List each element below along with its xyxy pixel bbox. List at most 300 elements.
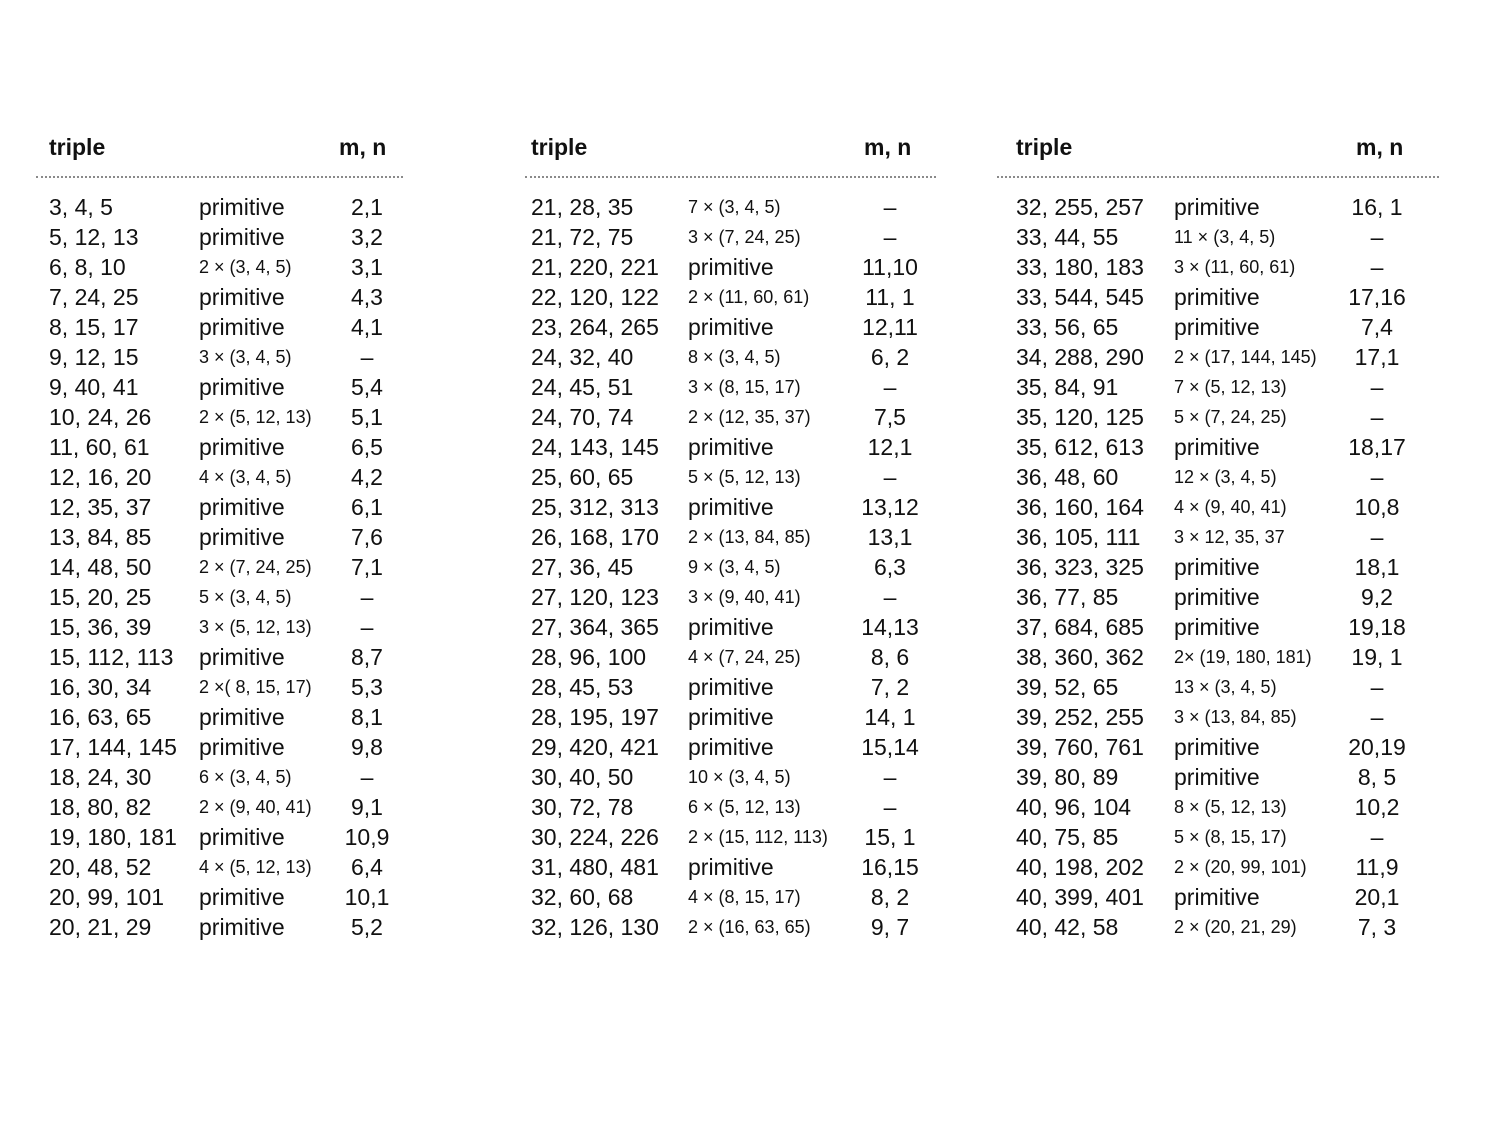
- table-row: [36, 372, 403, 402]
- triple-value: 18, 24, 30: [49, 764, 152, 790]
- mn-value: 9,1: [351, 794, 383, 820]
- triple-kind: 12 × (3, 4, 5): [1174, 467, 1277, 487]
- mn-value: 7,1: [351, 554, 383, 580]
- triple-kind: primitive: [1174, 194, 1260, 220]
- triples-column-2: [525, 128, 936, 942]
- triple-value: 12, 35, 37: [49, 494, 152, 520]
- mn-value: –: [883, 374, 897, 400]
- triple-value: 37, 684, 685: [1016, 614, 1144, 640]
- triple-kind: primitive: [1174, 734, 1260, 760]
- triple-value: 16, 30, 34: [49, 674, 152, 700]
- triple-kind: 5 × (3, 4, 5): [199, 587, 292, 607]
- triple-kind: 5 × (7, 24, 25): [1174, 407, 1287, 427]
- triple-value: 21, 220, 221: [531, 254, 659, 280]
- table-row: [997, 582, 1439, 612]
- mn-value: 18,17: [1348, 434, 1406, 460]
- mn-value: 3,1: [351, 254, 383, 280]
- column-header: [997, 128, 1439, 176]
- table-row: [36, 192, 403, 222]
- table-row: [997, 792, 1439, 822]
- mn-value: 15,14: [861, 734, 919, 760]
- triple-value: 20, 99, 101: [49, 884, 165, 910]
- mn-value: –: [883, 464, 897, 490]
- triple-value: 38, 360, 362: [1016, 644, 1144, 670]
- mn-value: 6,4: [351, 854, 383, 880]
- triple-value: 30, 72, 78: [531, 794, 634, 820]
- table-row: [36, 672, 403, 702]
- triple-kind: primitive: [1174, 314, 1260, 340]
- table-row: [525, 522, 936, 552]
- table-row: [525, 222, 936, 252]
- table-row: [997, 252, 1439, 282]
- dotted-divider: [36, 176, 403, 178]
- mn-value: 7, 3: [1357, 914, 1397, 940]
- triple-kind: primitive: [1174, 764, 1260, 790]
- table-row: [525, 702, 936, 732]
- table-row: [525, 732, 936, 762]
- mn-value: 13,12: [861, 494, 919, 520]
- triple-kind: primitive: [199, 734, 285, 760]
- table-row: [525, 342, 936, 372]
- mn-value: –: [360, 344, 374, 370]
- triple-kind: primitive: [688, 674, 774, 700]
- table-row: [997, 462, 1439, 492]
- table-row: [525, 492, 936, 522]
- mn-value: 20,19: [1348, 734, 1406, 760]
- triples-column-1: [36, 128, 403, 942]
- table-row: [997, 402, 1439, 432]
- mn-value: –: [883, 194, 897, 220]
- mn-value: 8, 6: [870, 644, 910, 670]
- triple-kind: primitive: [199, 914, 285, 940]
- triple-value: 9, 12, 15: [49, 344, 139, 370]
- header-mn: m, n: [339, 134, 387, 160]
- mn-value: 13,1: [867, 524, 913, 550]
- mn-value: 16,15: [861, 854, 919, 880]
- table-row: [525, 612, 936, 642]
- table-row: [36, 642, 403, 672]
- triple-value: 39, 52, 65: [1016, 674, 1119, 700]
- triple-kind: primitive: [1174, 554, 1260, 580]
- table-row: [36, 882, 403, 912]
- table-row: [997, 732, 1439, 762]
- mn-value: –: [883, 764, 897, 790]
- triple-kind: 9 × (3, 4, 5): [688, 557, 781, 577]
- table-row: [36, 582, 403, 612]
- table-row: [997, 552, 1439, 582]
- mn-value: 20,1: [1354, 884, 1400, 910]
- triple-kind: primitive: [1174, 614, 1260, 640]
- triple-kind: primitive: [688, 614, 774, 640]
- triple-kind: primitive: [199, 884, 285, 910]
- triple-value: 40, 399, 401: [1016, 884, 1144, 910]
- triple-value: 28, 45, 53: [531, 674, 634, 700]
- triple-value: 9, 40, 41: [49, 374, 139, 400]
- mn-value: 17,1: [1354, 344, 1400, 370]
- table-row: [36, 312, 403, 342]
- triple-value: 24, 32, 40: [531, 344, 634, 370]
- mn-value: 15, 1: [864, 824, 916, 850]
- triple-value: 33, 180, 183: [1016, 254, 1144, 280]
- mn-value: –: [883, 794, 897, 820]
- mn-value: –: [1370, 254, 1384, 280]
- table-row: [997, 522, 1439, 552]
- triple-kind: 2 × (7, 24, 25): [199, 557, 312, 577]
- triple-value: 34, 288, 290: [1016, 344, 1144, 370]
- triple-kind: primitive: [199, 824, 285, 850]
- triple-kind: 3 × (8, 15, 17): [688, 377, 801, 397]
- triple-value: 24, 45, 51: [531, 374, 634, 400]
- dotted-divider: [997, 176, 1439, 178]
- mn-value: 16, 1: [1351, 194, 1403, 220]
- triple-kind: 4 × (7, 24, 25): [688, 647, 801, 667]
- triple-kind: primitive: [199, 524, 285, 550]
- mn-value: 5,2: [351, 914, 383, 940]
- mn-value: 8,1: [351, 704, 383, 730]
- mn-value: 4,3: [351, 284, 383, 310]
- table-row: [525, 642, 936, 672]
- table-row: [525, 672, 936, 702]
- triple-value: 21, 72, 75: [531, 224, 634, 250]
- triple-kind: 7 × (5, 12, 13): [1174, 377, 1287, 397]
- triple-value: 24, 70, 74: [531, 404, 634, 430]
- mn-value: 7,4: [1361, 314, 1393, 340]
- mn-value: –: [1370, 674, 1384, 700]
- table-row: [525, 552, 936, 582]
- table-row: [997, 642, 1439, 672]
- rows-list: [525, 192, 936, 942]
- triple-kind: 2 × (17, 144, 145): [1174, 347, 1317, 367]
- triple-value: 6, 8, 10: [49, 254, 126, 280]
- triple-value: 27, 36, 45: [531, 554, 634, 580]
- mn-value: –: [360, 614, 374, 640]
- table-row: [36, 282, 403, 312]
- table-row: [997, 822, 1439, 852]
- table-row: [997, 672, 1439, 702]
- triple-value: 26, 168, 170: [531, 524, 659, 550]
- triple-value: 33, 44, 55: [1016, 224, 1119, 250]
- table-row: [525, 912, 936, 942]
- table-row: [525, 762, 936, 792]
- triple-value: 28, 96, 100: [531, 644, 647, 670]
- table-row: [36, 252, 403, 282]
- table-row: [36, 612, 403, 642]
- column-header: [36, 128, 403, 176]
- table-row: [997, 282, 1439, 312]
- triple-value: 33, 56, 65: [1016, 314, 1119, 340]
- mn-value: 4,1: [351, 314, 383, 340]
- table-row: [997, 222, 1439, 252]
- mn-value: –: [1370, 704, 1384, 730]
- mn-value: 19, 1: [1351, 644, 1403, 670]
- table-row: [525, 402, 936, 432]
- triple-value: 22, 120, 122: [531, 284, 659, 310]
- mn-value: 6,5: [351, 434, 383, 460]
- mn-value: –: [1370, 824, 1384, 850]
- table-row: [525, 462, 936, 492]
- mn-value: –: [1370, 224, 1384, 250]
- triple-value: 15, 36, 39: [49, 614, 152, 640]
- triples-column-3: [997, 128, 1439, 942]
- triple-value: 21, 28, 35: [531, 194, 634, 220]
- triple-value: 36, 48, 60: [1016, 464, 1119, 490]
- triple-value: 10, 24, 26: [49, 404, 152, 430]
- triple-value: 27, 120, 123: [531, 584, 659, 610]
- table-row: [997, 702, 1439, 732]
- table-row: [997, 372, 1439, 402]
- triple-value: 5, 12, 13: [49, 224, 139, 250]
- mn-value: 14,13: [861, 614, 919, 640]
- triple-value: 39, 760, 761: [1016, 734, 1144, 760]
- triple-value: 16, 63, 65: [49, 704, 152, 730]
- triple-kind: 2 × (12, 35, 37): [688, 407, 811, 427]
- table-row: [997, 312, 1439, 342]
- table-row: [997, 342, 1439, 372]
- triple-value: 40, 96, 104: [1016, 794, 1132, 820]
- table-row: [36, 852, 403, 882]
- triple-value: 12, 16, 20: [49, 464, 152, 490]
- triple-value: 35, 84, 91: [1016, 374, 1119, 400]
- mn-value: 8, 2: [870, 884, 910, 910]
- triple-kind: primitive: [199, 434, 285, 460]
- table-row: [36, 432, 403, 462]
- mn-value: 12,1: [867, 434, 913, 460]
- mn-value: 17,16: [1348, 284, 1406, 310]
- rows-list: [997, 192, 1439, 942]
- table-row: [997, 912, 1439, 942]
- triple-kind: primitive: [199, 704, 285, 730]
- triple-value: 36, 323, 325: [1016, 554, 1144, 580]
- triple-kind: primitive: [688, 734, 774, 760]
- triple-value: 31, 480, 481: [531, 854, 659, 880]
- triple-value: 17, 144, 145: [49, 734, 177, 760]
- table-row: [36, 912, 403, 942]
- mn-value: –: [360, 764, 374, 790]
- triple-kind: primitive: [199, 374, 285, 400]
- triple-kind: 3 × 12, 35, 37: [1174, 527, 1285, 547]
- triple-value: 7, 24, 25: [49, 284, 139, 310]
- table-row: [997, 192, 1439, 222]
- triple-value: 25, 312, 313: [531, 494, 659, 520]
- triple-kind: 2 × (11, 60, 61): [688, 287, 810, 307]
- triple-value: 35, 120, 125: [1016, 404, 1144, 430]
- mn-value: 7,6: [351, 524, 383, 550]
- triple-value: 30, 40, 50: [531, 764, 634, 790]
- triple-kind: 7 × (3, 4, 5): [688, 197, 781, 217]
- mn-value: 9,8: [351, 734, 383, 760]
- mn-value: 5,1: [351, 404, 383, 430]
- triple-value: 24, 143, 145: [531, 434, 659, 460]
- table-row: [997, 612, 1439, 642]
- triple-value: 32, 255, 257: [1016, 194, 1144, 220]
- triple-kind: primitive: [688, 314, 774, 340]
- triple-kind: primitive: [199, 284, 285, 310]
- triple-kind: 2 × (15, 112, 113): [688, 827, 828, 847]
- triple-kind: 4 × (9, 40, 41): [1174, 497, 1287, 517]
- triple-kind: 3 × (5, 12, 13): [199, 617, 312, 637]
- mn-value: 6,1: [351, 494, 383, 520]
- triple-kind: primitive: [688, 494, 774, 520]
- table-row: [525, 822, 936, 852]
- triple-kind: 3 × (9, 40, 41): [688, 587, 801, 607]
- triple-value: 15, 20, 25: [49, 584, 152, 610]
- triple-value: 25, 60, 65: [531, 464, 634, 490]
- mn-value: –: [1370, 404, 1384, 430]
- triple-kind: 3 × (11, 60, 61): [1174, 257, 1296, 277]
- triple-kind: 2 × (9, 40, 41): [199, 797, 312, 817]
- rows-list: [36, 192, 403, 942]
- table-row: [525, 792, 936, 822]
- mn-value: –: [1370, 464, 1384, 490]
- table-row: [36, 552, 403, 582]
- triple-kind: 10 × (3, 4, 5): [688, 767, 791, 787]
- mn-value: 11, 1: [865, 284, 915, 310]
- triple-kind: 2 × (20, 99, 101): [1174, 857, 1307, 877]
- header-mn: m, n: [864, 134, 912, 160]
- mn-value: 5,3: [351, 674, 383, 700]
- mn-value: –: [1370, 524, 1384, 550]
- triple-kind: primitive: [1174, 584, 1260, 610]
- triple-value: 29, 420, 421: [531, 734, 659, 760]
- mn-value: 9, 7: [870, 914, 910, 940]
- triple-kind: 2× (19, 180, 181): [1174, 647, 1312, 667]
- triple-kind: primitive: [1174, 884, 1260, 910]
- mn-value: 11,9: [1355, 854, 1399, 880]
- mn-value: 8,7: [351, 644, 383, 670]
- triple-value: 20, 21, 29: [49, 914, 152, 940]
- triple-value: 30, 224, 226: [531, 824, 659, 850]
- triple-kind: 4 × (5, 12, 13): [199, 857, 312, 877]
- triple-kind: 2 × (13, 84, 85): [688, 527, 811, 547]
- table-row: [525, 282, 936, 312]
- mn-value: 5,4: [351, 374, 383, 400]
- triple-kind: primitive: [199, 314, 285, 340]
- column-header: [525, 128, 936, 176]
- table-row: [36, 402, 403, 432]
- mn-value: –: [1370, 374, 1384, 400]
- triple-value: 11, 60, 61: [49, 434, 150, 460]
- triple-kind: 2 × (5, 12, 13): [199, 407, 312, 427]
- triple-kind: primitive: [1174, 284, 1260, 310]
- table-row: [36, 792, 403, 822]
- mn-value: 10,2: [1354, 794, 1400, 820]
- triple-kind: 3 × (3, 4, 5): [199, 347, 292, 367]
- triple-value: 19, 180, 181: [49, 824, 177, 850]
- mn-value: 9,2: [1361, 584, 1393, 610]
- triple-kind: primitive: [688, 854, 774, 880]
- triple-kind: primitive: [199, 224, 285, 250]
- table-row: [525, 372, 936, 402]
- header-triple: triple: [1016, 134, 1073, 160]
- triple-value: 3, 4, 5: [49, 194, 113, 220]
- triple-kind: 13 × (3, 4, 5): [1174, 677, 1277, 697]
- mn-value: 18,1: [1354, 554, 1400, 580]
- mn-value: 6,3: [874, 554, 906, 580]
- table-row: [36, 702, 403, 732]
- triple-value: 40, 198, 202: [1016, 854, 1144, 880]
- table-row: [997, 762, 1439, 792]
- table-row: [525, 882, 936, 912]
- mn-value: 10,8: [1354, 494, 1400, 520]
- triple-kind: 5 × (5, 12, 13): [688, 467, 801, 487]
- triple-value: 32, 126, 130: [531, 914, 659, 940]
- triple-value: 15, 112, 113: [49, 644, 174, 670]
- triple-kind: 2 × (20, 21, 29): [1174, 917, 1297, 937]
- mn-value: 11,10: [862, 254, 918, 280]
- mn-value: 19,18: [1348, 614, 1406, 640]
- mn-value: –: [360, 584, 374, 610]
- mn-value: 10,1: [344, 884, 390, 910]
- triple-kind: 8 × (5, 12, 13): [1174, 797, 1287, 817]
- triple-value: 40, 75, 85: [1016, 824, 1119, 850]
- triple-value: 39, 252, 255: [1016, 704, 1144, 730]
- triple-value: 27, 364, 365: [531, 614, 659, 640]
- mn-value: 10,9: [344, 824, 390, 850]
- triple-value: 32, 60, 68: [531, 884, 634, 910]
- table-row: [997, 882, 1439, 912]
- triple-kind: primitive: [688, 254, 774, 280]
- header-triple: triple: [531, 134, 588, 160]
- table-row: [36, 522, 403, 552]
- mn-value: 8, 5: [1357, 764, 1397, 790]
- triple-value: 40, 42, 58: [1016, 914, 1119, 940]
- table-row: [525, 852, 936, 882]
- triple-kind: 8 × (3, 4, 5): [688, 347, 781, 367]
- triple-value: 28, 195, 197: [531, 704, 659, 730]
- table-row: [997, 492, 1439, 522]
- table-row: [525, 582, 936, 612]
- triple-value: 14, 48, 50: [49, 554, 152, 580]
- triple-kind: 6 × (5, 12, 13): [688, 797, 801, 817]
- mn-value: 7, 2: [870, 674, 910, 700]
- dotted-divider: [525, 176, 936, 178]
- table-row: [36, 762, 403, 792]
- table-row: [525, 432, 936, 462]
- table-row: [525, 192, 936, 222]
- table-row: [36, 222, 403, 252]
- table-row: [525, 252, 936, 282]
- mn-value: 7,5: [874, 404, 906, 430]
- triple-value: 20, 48, 52: [49, 854, 152, 880]
- table-row: [997, 432, 1439, 462]
- mn-value: –: [883, 224, 897, 250]
- triple-kind: 11 × (3, 4, 5): [1174, 227, 1276, 247]
- table-row: [36, 822, 403, 852]
- triple-value: 8, 15, 17: [49, 314, 139, 340]
- table-row: [36, 492, 403, 522]
- triple-kind: 4 × (8, 15, 17): [688, 887, 801, 907]
- triple-value: 36, 105, 111: [1016, 524, 1141, 550]
- mn-value: 6, 2: [870, 344, 910, 370]
- header-triple: triple: [49, 134, 106, 160]
- triple-value: 18, 80, 82: [49, 794, 152, 820]
- table-row: [36, 732, 403, 762]
- triple-kind: primitive: [688, 704, 774, 730]
- triple-kind: primitive: [688, 434, 774, 460]
- triple-kind: primitive: [199, 644, 285, 670]
- mn-value: 3,2: [351, 224, 383, 250]
- triple-kind: 3 × (13, 84, 85): [1174, 707, 1297, 727]
- mn-value: 2,1: [351, 194, 383, 220]
- triple-value: 33, 544, 545: [1016, 284, 1144, 310]
- triple-kind: 5 × (8, 15, 17): [1174, 827, 1287, 847]
- mn-value: 12,11: [862, 314, 918, 340]
- triple-value: 35, 612, 613: [1016, 434, 1144, 460]
- triple-kind: 4 × (3, 4, 5): [199, 467, 292, 487]
- mn-value: 4,2: [351, 464, 383, 490]
- triple-value: 36, 160, 164: [1016, 494, 1144, 520]
- triple-value: 23, 264, 265: [531, 314, 659, 340]
